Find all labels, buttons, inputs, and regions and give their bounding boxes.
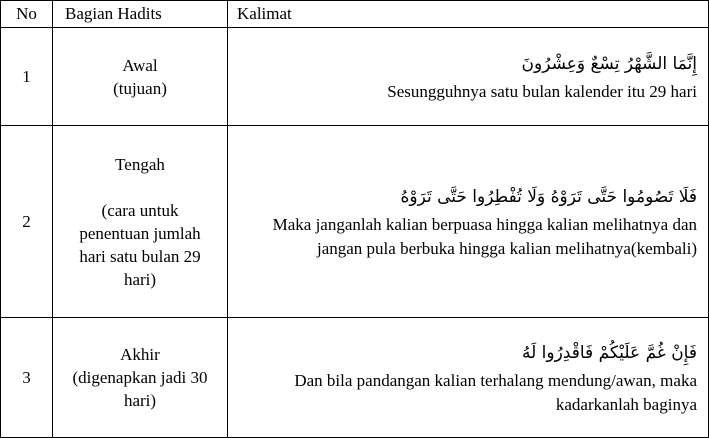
- row-number: 2: [1, 126, 53, 318]
- row-number: 3: [1, 318, 53, 438]
- bagian-note: (cara untuk penentuan jumlah hari satu bulan 29 hari): [79, 200, 201, 289]
- indonesian-text: Sesungguhnya satu bulan kalender itu 29 hari: [387, 81, 697, 101]
- indonesian-text: Maka janganlah kalian berpuasa hingga kalian melihatnya dan jangan pula berbuka hingga kalian melihatnya(kembali): [272, 214, 697, 258]
- bagian-cell: [53, 28, 228, 126]
- bagian-note: (tujuan): [113, 78, 167, 98]
- indonesian-text: Dan bila pandangan kalian terhalang mendung/awan, maka kadarkanlah baginya: [294, 370, 697, 414]
- table-row: [1, 28, 709, 126]
- arabic-text: إِنَّمَا الشَّهْرُ تِسْعٌ وَعِشْرُونَ: [521, 53, 697, 74]
- header-kalimat: Kalimat: [228, 1, 709, 28]
- bagian-cell: [53, 126, 228, 318]
- kalimat-cell: [228, 318, 709, 438]
- table-row: [1, 318, 709, 438]
- kalimat-cell: [228, 28, 709, 126]
- header-bagian-hadits: Bagian Hadits: [53, 1, 228, 28]
- bagian-note: (digenapkan jadi 30 hari): [72, 368, 208, 410]
- header-row: [1, 1, 709, 28]
- row-number: 1: [1, 28, 53, 126]
- arabic-text: فَإِنْ غُمَّ عَلَيْكُمْ فَاقْدِرُوا لَهُ: [521, 342, 697, 363]
- bagian-title: Awal: [122, 55, 158, 75]
- table-row: [1, 126, 709, 318]
- bagian-cell: [53, 318, 228, 438]
- kalimat-cell: [228, 126, 709, 318]
- bagian-title: Akhir: [120, 345, 160, 364]
- header-no: No: [1, 1, 53, 28]
- bagian-title: Tengah: [115, 154, 165, 174]
- arabic-text: فَلَا تَصُومُوا حَتَّى تَرَوْهُ وَلَا تُفْطِرُوا حَتَّى تَرَوْهُ: [400, 186, 697, 207]
